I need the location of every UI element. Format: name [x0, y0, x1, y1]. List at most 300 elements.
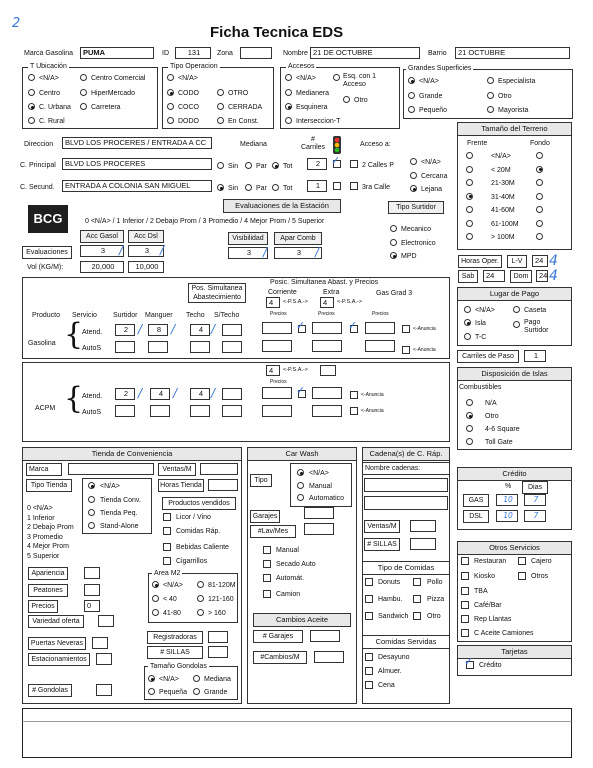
servida-cena-check[interactable]	[365, 681, 373, 689]
gas-precio-g3-atend[interactable]	[365, 322, 395, 334]
area-160-radio[interactable]	[197, 609, 204, 616]
prod-bebidas-check[interactable]	[163, 543, 171, 551]
acpm-pos2-field[interactable]	[320, 365, 336, 376]
zona-label: Zona	[217, 50, 233, 57]
stecho-label: S/Techo	[214, 312, 240, 319]
otros-cafe-check[interactable]	[461, 601, 469, 609]
tarjetas-title: Tarjetas	[457, 645, 572, 659]
csecund-carriles-field[interactable]: 1	[307, 180, 327, 192]
tienda-peq-label: Tienda Peq.	[100, 510, 138, 517]
servida-desayuno-check[interactable]	[365, 653, 373, 661]
terreno-fondo-radio[interactable]	[536, 233, 543, 240]
cw-manual-check[interactable]	[263, 546, 271, 554]
manguer-label: Manguer	[145, 312, 173, 319]
cadena-ventas-field[interactable]	[410, 520, 436, 532]
otros-kiosko-check[interactable]	[461, 572, 469, 580]
tienda-conv-label: Tienda Conv.	[100, 497, 141, 504]
cprincipal-sin-radio[interactable]	[217, 162, 224, 169]
islas-comb-label: Combustibles	[459, 384, 502, 391]
precios-label-1: Precios	[270, 311, 287, 317]
ink-slash-icon: /	[211, 322, 216, 336]
gas-autos-label: AutoS	[82, 345, 102, 352]
zona-field[interactable]	[240, 47, 272, 59]
direccion-field[interactable]: BLVD LOS PROCERES / ENTRADA A CC	[62, 137, 212, 149]
tienda-scale-item: 0 <N/A>	[27, 505, 53, 512]
operacion-codo-radio[interactable]	[167, 89, 174, 96]
operacion-const-label: En Const.	[228, 118, 259, 125]
gas-precio-corr-autos[interactable]	[262, 340, 292, 352]
estac-field[interactable]	[96, 653, 112, 665]
apariencia-label: Apariencia	[28, 567, 68, 580]
area-81-radio[interactable]	[197, 581, 204, 588]
accesos-esq1-radio[interactable]	[333, 74, 340, 81]
carwash-manual-radio[interactable]	[297, 482, 304, 489]
otros-cajero-check[interactable]	[518, 557, 526, 565]
carwash-na-radio[interactable]	[297, 469, 304, 476]
ubicacion-centro-radio[interactable]	[28, 89, 35, 96]
apar-comb-button[interactable]: Apar Comb	[274, 232, 322, 245]
tienda-horas-field[interactable]	[208, 479, 238, 491]
ubicacion-carretera-radio[interactable]	[80, 103, 87, 110]
surtidor-label: Surtidor	[113, 312, 138, 319]
comida-pollo-check[interactable]	[413, 578, 421, 586]
gas-anuncia-g3-check[interactable]	[402, 325, 410, 333]
gond-mediana-radio[interactable]	[193, 675, 200, 682]
techo-label: Techo	[186, 312, 205, 319]
peatones-field[interactable]	[84, 584, 100, 596]
evaluaciones-label: Evaluaciones	[22, 246, 72, 259]
credito-gas-dias-field[interactable]: 7	[524, 494, 546, 506]
credito-gas-pct-field[interactable]: 10	[496, 494, 518, 506]
pago-na-label: <N/A>	[475, 307, 495, 314]
terreno-fondo-radio[interactable]	[536, 179, 543, 186]
superficies-otro-radio[interactable]	[487, 92, 494, 99]
carwash-auto-radio[interactable]	[297, 494, 304, 501]
pago-tc-radio[interactable]	[464, 333, 471, 340]
terreno-frente-radio[interactable]	[466, 233, 473, 240]
gas-surtidor-atend-field[interactable]: 2	[115, 324, 135, 336]
acpm-stecho-autos-field[interactable]	[222, 405, 242, 417]
gas-pos-corriente-field[interactable]: 4	[266, 297, 280, 308]
surtidor-electronico-label: Electronico	[401, 240, 436, 247]
carwash-garajes-field[interactable]	[304, 507, 334, 519]
gas-stecho-autos-field[interactable]	[222, 341, 242, 353]
superficies-pequeno-radio[interactable]	[408, 106, 415, 113]
area-40-label: < 40	[163, 596, 177, 603]
acpm-label: ACPM	[35, 405, 56, 412]
terreno-frente-radio[interactable]	[466, 166, 473, 173]
tienda-marca-label: Marca	[26, 463, 62, 476]
acceso-label: Acceso a:	[360, 141, 391, 148]
pago-caseta-label: Caseta	[524, 307, 547, 314]
accesos-esquinera-radio[interactable]	[285, 103, 292, 110]
terreno-option-label: 41-60M	[491, 207, 515, 214]
superficies-especialista-label: Especialista	[498, 78, 536, 85]
acpm-section	[22, 362, 450, 442]
area-title: Area M2	[154, 570, 181, 577]
terreno-title: Tamaño del Terreno	[457, 122, 572, 136]
accesos-na-label: <N/A>	[296, 75, 316, 82]
check-mark-icon: ✓	[464, 655, 474, 668]
acc-gasol-button[interactable]: Acc Gasol	[80, 230, 124, 243]
islas-otro-radio[interactable]	[466, 412, 473, 419]
prod-cigarrillos-check[interactable]	[163, 557, 171, 565]
prod-licor-label: Licor / Vino	[176, 514, 211, 521]
eval-apar-comb-field[interactable]: 3	[274, 247, 322, 259]
servida-cena-label: Cena	[378, 682, 395, 689]
pago-caseta-radio[interactable]	[513, 306, 520, 313]
csecund-sin-radio[interactable]	[217, 184, 224, 191]
comida-otro-label: Otro	[427, 613, 441, 620]
gond-pequena-label: Pequeña	[159, 689, 188, 696]
anuncia-label-4: <-Anuncia	[361, 408, 384, 414]
gas-precio-g3-autos[interactable]	[365, 340, 395, 352]
terreno-fondo-radio[interactable]	[536, 152, 543, 159]
comida-hambu-check[interactable]	[365, 595, 373, 603]
cw-automat-check[interactable]	[263, 574, 271, 582]
acpm-techo-autos-field[interactable]	[190, 405, 210, 417]
cprincipal-par-label: Par	[256, 163, 267, 170]
ink-slash-icon: /	[315, 245, 320, 259]
id-field[interactable]: 131	[175, 47, 211, 59]
islas-na-radio[interactable]	[466, 399, 473, 406]
operacion-coco-radio[interactable]	[167, 103, 174, 110]
servida-almuer-check[interactable]	[365, 667, 373, 675]
cambios-mes-field[interactable]	[314, 651, 344, 663]
tienda-tipo-label: Tipo Tienda	[26, 479, 72, 492]
evaluaciones-title: Evaluaciones de la Estación	[223, 199, 341, 213]
terreno-option-label: <N/A>	[491, 153, 511, 160]
acpm-precio-atend[interactable]	[262, 387, 292, 399]
gas-precio-ext-autos[interactable]	[312, 340, 342, 352]
islas-toll-label: Toll Gate	[485, 439, 513, 446]
surtidor-mpd-radio[interactable]	[390, 252, 397, 259]
credito-dsl-dias-field[interactable]: 7	[524, 510, 546, 522]
gond-grande-radio[interactable]	[193, 688, 200, 695]
terreno-frente-radio[interactable]	[466, 206, 473, 213]
eval-acc-gasol-field[interactable]: 3	[80, 245, 124, 257]
credito-dias-label: Dias	[522, 481, 548, 494]
gas-techo-autos-field[interactable]	[190, 341, 210, 353]
csecund-par-radio[interactable]	[245, 184, 252, 191]
terreno-fondo-radio[interactable]	[536, 166, 543, 173]
eval-acc-dsl-field[interactable]: 3	[128, 245, 164, 257]
horas-dom-field[interactable]: 24	[536, 270, 548, 282]
terreno-option-label: 61-100M	[491, 220, 519, 228]
horas-label: Horas Oper.	[458, 255, 502, 268]
csecund-mediana-check[interactable]	[333, 182, 341, 190]
terreno-frente-radio[interactable]	[466, 152, 473, 159]
accesos-otro-radio[interactable]	[343, 96, 350, 103]
cprincipal-2calles-label: 2 Calles P	[362, 162, 394, 169]
area-160-label: > 160	[208, 610, 226, 617]
cambios-garajes-field[interactable]	[310, 630, 340, 642]
barrio-field[interactable]: 21 OCTUBRE	[455, 47, 570, 59]
terreno-frente-radio[interactable]	[466, 193, 473, 200]
acpm-anuncia3-check[interactable]	[350, 407, 358, 415]
cadena-nombre-2[interactable]	[364, 496, 448, 510]
gas-anuncia-g3b-check[interactable]	[402, 346, 410, 354]
credito-title: Crédito	[457, 467, 572, 481]
acpm-atend-label: Atend.	[82, 393, 103, 400]
variedad-field[interactable]	[98, 615, 114, 627]
cprincipal-label: C. Principal	[20, 162, 56, 169]
barrio-label: Barrio	[428, 50, 447, 57]
prod-bebidas-label: Bebidas Caliente	[176, 544, 229, 551]
gas-surtidor-autos-field[interactable]	[115, 341, 135, 353]
terreno-frente-radio[interactable]	[466, 220, 473, 227]
area-na-label: <N/A>	[163, 582, 183, 589]
prod-cigarrillos-label: Cigarrillos	[176, 558, 208, 565]
operacion-dodo-radio[interactable]	[167, 117, 174, 124]
acpm-manguer-atend-field[interactable]: 4	[150, 388, 170, 400]
ink-slash-icon: /	[263, 245, 268, 259]
otros-title: Otros Servicios	[457, 541, 572, 555]
credito-dsl-pct-field[interactable]: 10	[496, 510, 518, 522]
cprincipal-carriles-field[interactable]: 2	[307, 158, 327, 170]
tienda-scale-item: 1 Inferior	[27, 514, 55, 522]
visibilidad-button[interactable]: Visibilidad	[228, 232, 268, 245]
prod-comidas-label: Comidas Ráp.	[176, 528, 221, 535]
superficies-na-radio[interactable]	[408, 77, 415, 84]
islas-toll-radio[interactable]	[466, 438, 473, 445]
gasolina-label: Gasolina	[28, 340, 56, 347]
pago-isla-label: Isla	[475, 320, 486, 327]
tienda-ventas-label: Ventas/M	[158, 463, 196, 476]
islas-title: Disposición de Islas	[457, 367, 572, 381]
gas-precio-ext-atend[interactable]	[312, 322, 342, 334]
tienda-peq-radio[interactable]	[88, 509, 95, 516]
prod-licor-check[interactable]	[163, 513, 171, 521]
operacion-codo-label: CODO	[178, 90, 199, 97]
csecund-label: C. Secund.	[20, 184, 55, 191]
area-41-radio[interactable]	[152, 609, 159, 616]
gas-manguer-autos-field[interactable]	[148, 341, 168, 353]
carriles-label: # Carriles	[300, 136, 326, 151]
superficies-otro-label: Otro	[498, 93, 512, 100]
ubicacion-urbana-radio[interactable]	[28, 103, 35, 110]
ubicacion-rural-radio[interactable]	[28, 117, 35, 124]
accesos-medianera-label: Medianera	[296, 90, 330, 97]
comida-hambu-label: Hambu.	[378, 596, 403, 603]
carwash-garajes-label: Garajes	[250, 510, 280, 523]
cadena-nombre-1[interactable]	[364, 478, 448, 492]
area-121-radio[interactable]	[197, 595, 204, 602]
acpm-pos-field[interactable]: 4	[266, 365, 280, 376]
islas-na-label: N/A	[485, 400, 497, 407]
acceso-lejana-radio[interactable]	[410, 185, 417, 192]
otros-kiosko-label: Kiosko	[474, 573, 496, 580]
gas-pos-extra-field[interactable]: 4	[320, 297, 334, 308]
ubicacion-urbana-label: C. Urbana	[39, 104, 71, 111]
tienda-na-radio[interactable]	[88, 482, 95, 489]
csecund-tot-radio[interactable]	[272, 184, 279, 191]
cw-automat-label: Automát.	[276, 575, 305, 582]
operacion-otro-radio[interactable]	[217, 89, 224, 96]
pago-surtidor-radio[interactable]	[513, 321, 520, 328]
cw-camion-check[interactable]	[263, 590, 271, 598]
carriles-paso-field[interactable]: 1	[524, 350, 546, 362]
cprincipal-par-radio[interactable]	[245, 162, 252, 169]
islas-square-radio[interactable]	[466, 425, 473, 432]
surtidor-mecanico-radio[interactable]	[390, 225, 397, 232]
gas-techo-atend-field[interactable]: 4	[190, 324, 210, 336]
acpm-precio-autos[interactable]	[262, 405, 292, 417]
accesos-na-radio[interactable]	[285, 74, 292, 81]
operacion-cerrada-radio[interactable]	[217, 103, 224, 110]
carwash-na-label: <N/A>	[309, 470, 329, 477]
cadena-title: Cadena(s) de C. Ráp.	[362, 447, 450, 461]
check-mark-icon: ✓	[296, 384, 306, 397]
cprincipal-2calles-check[interactable]	[350, 160, 358, 168]
estac-label: Estacionamientos	[28, 653, 90, 666]
productos-title: Productos vendidos	[162, 497, 236, 510]
cw-secado-check[interactable]	[263, 560, 271, 568]
tienda-conv-radio[interactable]	[88, 496, 95, 503]
ubicacion-hiper-radio[interactable]	[80, 89, 87, 96]
tienda-stand-radio[interactable]	[88, 522, 95, 529]
apariencia-field[interactable]	[84, 567, 100, 579]
cprincipal-field[interactable]: BLVD LOS PROCERES	[62, 158, 212, 170]
otros-otros-check[interactable]	[518, 572, 526, 580]
nombre-label: Nombre	[283, 50, 308, 57]
otros-tba-check[interactable]	[461, 587, 469, 595]
carwash-lav-label: #Lav/Mes	[250, 525, 296, 538]
mediana-label: Mediana	[240, 141, 267, 148]
accesos-intersec-radio[interactable]	[285, 117, 292, 124]
operacion-title: Tipo Operacion	[170, 63, 218, 70]
ink-24-mark-icon: 4	[549, 253, 558, 269]
tienda-scale-item: 3 Promedio	[27, 533, 63, 541]
nombre-field[interactable]: 21 DE OCTUBRE	[310, 47, 420, 59]
ubicacion-cc-radio[interactable]	[80, 74, 87, 81]
cprincipal-sin-label: Sin	[228, 163, 239, 170]
horas-lv-field[interactable]: 24	[532, 255, 548, 267]
puertas-field[interactable]	[92, 637, 108, 649]
credito-gas-label: GAS	[463, 494, 489, 507]
superficies-mayorista-radio[interactable]	[487, 106, 494, 113]
registradoras-label: Registradoras	[147, 631, 203, 644]
islas-square-label: 4-6 Square	[485, 426, 520, 433]
acceso-cercana-radio[interactable]	[410, 172, 417, 179]
marca-field[interactable]: PUMA	[80, 47, 154, 59]
acpm-anuncia2-check[interactable]	[350, 391, 358, 399]
gasolina-brace: {	[64, 317, 84, 352]
registradoras-field[interactable]	[208, 631, 228, 643]
acpm-techo-atend-field[interactable]: 4	[190, 388, 210, 400]
surtidor-electronico-radio[interactable]	[390, 239, 397, 246]
carwash-tipo-label: Tipo	[250, 474, 272, 487]
carriles-paso-label: Carriles de Paso	[457, 350, 519, 363]
terreno-fondo-label: Fondo	[530, 140, 550, 147]
prod-comidas-check[interactable]	[163, 527, 171, 535]
gas-precio-corr-atend[interactable]	[262, 322, 292, 334]
comidas-servidas-title: Comidas Servidas	[362, 635, 450, 649]
cambios-mes-label: #Cambios/M	[253, 651, 307, 664]
gas3-label: Gas Grad 3	[376, 290, 413, 297]
precios-label-4: Precios	[270, 379, 287, 385]
terreno-frente-radio[interactable]	[466, 179, 473, 186]
terreno-fondo-radio[interactable]	[536, 193, 543, 200]
vol-gasol-field[interactable]: 20,000	[80, 261, 124, 273]
pago-isla-radio[interactable]	[464, 319, 471, 326]
area-na-radio[interactable]	[152, 581, 159, 588]
acpm-precio2-autos[interactable]	[312, 405, 342, 417]
comida-otro-check[interactable]	[413, 612, 421, 620]
cadena-sillas-field[interactable]	[410, 538, 436, 550]
csecund-par-label: Par	[256, 185, 267, 192]
gas-stecho-atend-field[interactable]	[222, 324, 242, 336]
otros-llantas-label: Rep Llantas	[474, 616, 512, 623]
gas-manguer-atend-field[interactable]: 8	[148, 324, 168, 336]
acpm-precio2-atend[interactable]	[312, 387, 342, 399]
tienda-ventas-field[interactable]	[200, 463, 238, 475]
comida-sandwich-label: Sandwich	[378, 613, 409, 620]
operacion-const-radio[interactable]	[217, 117, 224, 124]
cadena-ventas-label: Ventas/M	[364, 520, 400, 533]
comida-donuts-check[interactable]	[365, 578, 373, 586]
operacion-na-radio[interactable]	[167, 74, 174, 81]
terreno-fondo-radio[interactable]	[536, 206, 543, 213]
gas-atend-label: Atend.	[82, 329, 103, 336]
ngondolas-field[interactable]	[96, 684, 112, 696]
servicio-label: Servicio	[72, 312, 97, 319]
terreno-option-label: 21-30M	[491, 180, 515, 187]
acpm-surtidor-autos-field[interactable]	[115, 405, 135, 417]
csecund-field[interactable]: ENTRADA A COLONIA SAN MIGUEL	[62, 180, 212, 192]
terreno-option-label: 31-40M	[491, 193, 515, 201]
area-40-radio[interactable]	[152, 595, 159, 602]
accesos-medianera-radio[interactable]	[285, 89, 292, 96]
precios-field[interactable]: 0	[84, 600, 100, 612]
eval-visibilidad-field[interactable]: 3	[228, 247, 268, 259]
acceso-na-radio[interactable]	[410, 158, 417, 165]
acpm-surtidor-atend-field[interactable]: 2	[115, 388, 135, 400]
csecund-tot-label: Tot	[283, 185, 293, 192]
cprincipal-tot-radio[interactable]	[272, 162, 279, 169]
tienda-sillas-field[interactable]	[208, 646, 228, 658]
tienda-marca-field[interactable]	[68, 463, 154, 475]
csecund-sin-label: Sin	[228, 185, 239, 192]
acc-dsl-button[interactable]: Acc Dsl	[128, 230, 164, 243]
comida-sandwich-check[interactable]	[365, 612, 373, 620]
otros-aceite-check[interactable]	[461, 629, 469, 637]
check-mark-icon: ✓	[331, 154, 341, 167]
otros-llantas-check[interactable]	[461, 615, 469, 623]
vol-dsl-field[interactable]: 10,000	[128, 261, 164, 273]
csecund-3ra-check[interactable]	[350, 182, 358, 190]
acpm-stecho-atend-field[interactable]	[222, 388, 242, 400]
gond-na-radio[interactable]	[148, 675, 155, 682]
carwash-lav-field[interactable]	[304, 523, 334, 535]
terreno-fondo-radio[interactable]	[536, 220, 543, 227]
horas-sab-field[interactable]: 24	[483, 270, 505, 282]
check-mark-icon: ✓	[296, 319, 306, 332]
terreno-option-label: > 100M	[491, 234, 515, 241]
pago-na-radio[interactable]	[464, 306, 471, 313]
superficies-grande-radio[interactable]	[408, 92, 415, 99]
comida-pizza-check[interactable]	[413, 595, 421, 603]
cw-camion-label: Camion	[276, 591, 301, 598]
ubicacion-na-radio[interactable]	[28, 74, 35, 81]
corriente-label: Corriente	[268, 289, 297, 296]
acpm-manguer-autos-field[interactable]	[150, 405, 170, 417]
otros-restauran-label: Restauran	[474, 558, 507, 565]
superficies-grande-label: Grande	[419, 93, 443, 100]
gond-pequena-radio[interactable]	[148, 688, 155, 695]
otros-restauran-check[interactable]	[461, 557, 469, 565]
superficies-especialista-radio[interactable]	[487, 77, 494, 84]
